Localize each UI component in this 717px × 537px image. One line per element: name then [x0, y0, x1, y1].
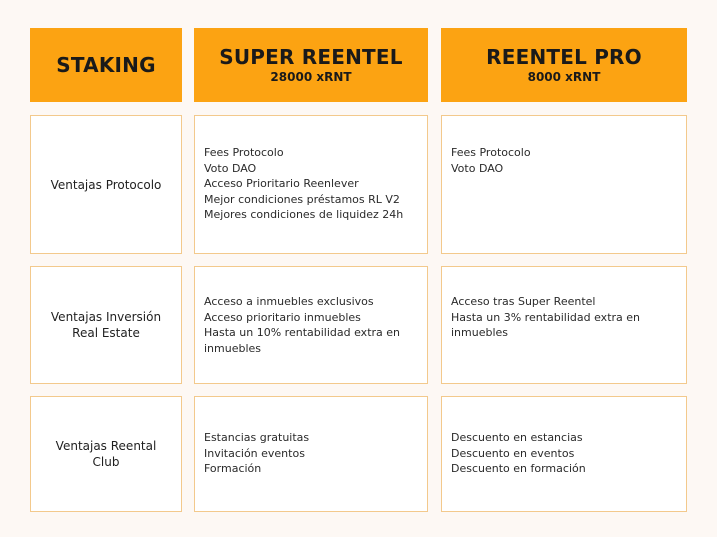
row-label-text: Ventajas Inversión Real Estate	[50, 310, 162, 340]
benefit-list	[204, 294, 419, 356]
list-item: Voto DAO	[204, 161, 257, 175]
list-item: Hasta un 3% rentabilidad extra en inmuebles	[451, 310, 641, 339]
super-reentel-club-cell	[194, 396, 428, 512]
row-label-text: Ventajas Protocolo	[50, 177, 162, 192]
header-reentel-pro-amount: 8000 xRNT	[527, 70, 601, 84]
list-item: Mejores condiciones de liquidez 24h	[204, 208, 404, 221]
benefit-list	[204, 145, 419, 223]
list-item: Acceso a inmuebles exclusivos	[204, 295, 374, 308]
list-item: Fees Protocolo	[451, 146, 531, 159]
benefit-list	[451, 430, 678, 477]
list-item: Acceso prioritario inmuebles	[204, 310, 361, 324]
header-staking-title: STAKING	[56, 53, 156, 77]
header-staking	[30, 28, 182, 102]
reentel-pro-inversion-cell	[441, 266, 687, 384]
list-item: Invitación eventos	[204, 446, 305, 460]
header-super-reentel-amount: 28000 xRNT	[270, 70, 352, 84]
row-label-inversion	[30, 266, 182, 384]
row-label-club	[30, 396, 182, 512]
reentel-pro-protocolo-cell	[441, 115, 687, 254]
list-item: Fees Protocolo	[204, 146, 284, 159]
list-item: Estancias gratuitas	[204, 431, 310, 444]
list-item: Mejor condiciones préstamos RL V2	[204, 192, 400, 206]
super-reentel-inversion-cell	[194, 266, 428, 384]
list-item: Hasta un 10% rentabilidad extra en inmuebles	[204, 326, 401, 355]
list-item: Descuento en eventos	[451, 446, 575, 460]
list-item: Descuento en formación	[451, 462, 586, 475]
list-item: Acceso tras Super Reentel	[451, 295, 596, 308]
list-item: Descuento en estancias	[451, 431, 583, 444]
benefit-list	[451, 145, 678, 176]
list-item: Acceso Prioritario Reenlever	[204, 177, 359, 190]
reentel-pro-club-cell	[441, 396, 687, 512]
super-reentel-protocolo-cell	[194, 115, 428, 254]
header-super-reentel-title: SUPER REENTEL	[219, 45, 403, 69]
row-label-protocolo	[30, 115, 182, 254]
header-super-reentel	[194, 28, 428, 102]
header-reentel-pro-title: REENTEL PRO	[486, 45, 642, 69]
row-label-text: Ventajas Reental Club	[55, 439, 157, 469]
list-item: Formación	[204, 462, 262, 475]
benefit-list	[204, 430, 419, 477]
list-item: Voto DAO	[451, 161, 504, 175]
benefit-list	[451, 294, 678, 341]
header-reentel-pro	[441, 28, 687, 102]
